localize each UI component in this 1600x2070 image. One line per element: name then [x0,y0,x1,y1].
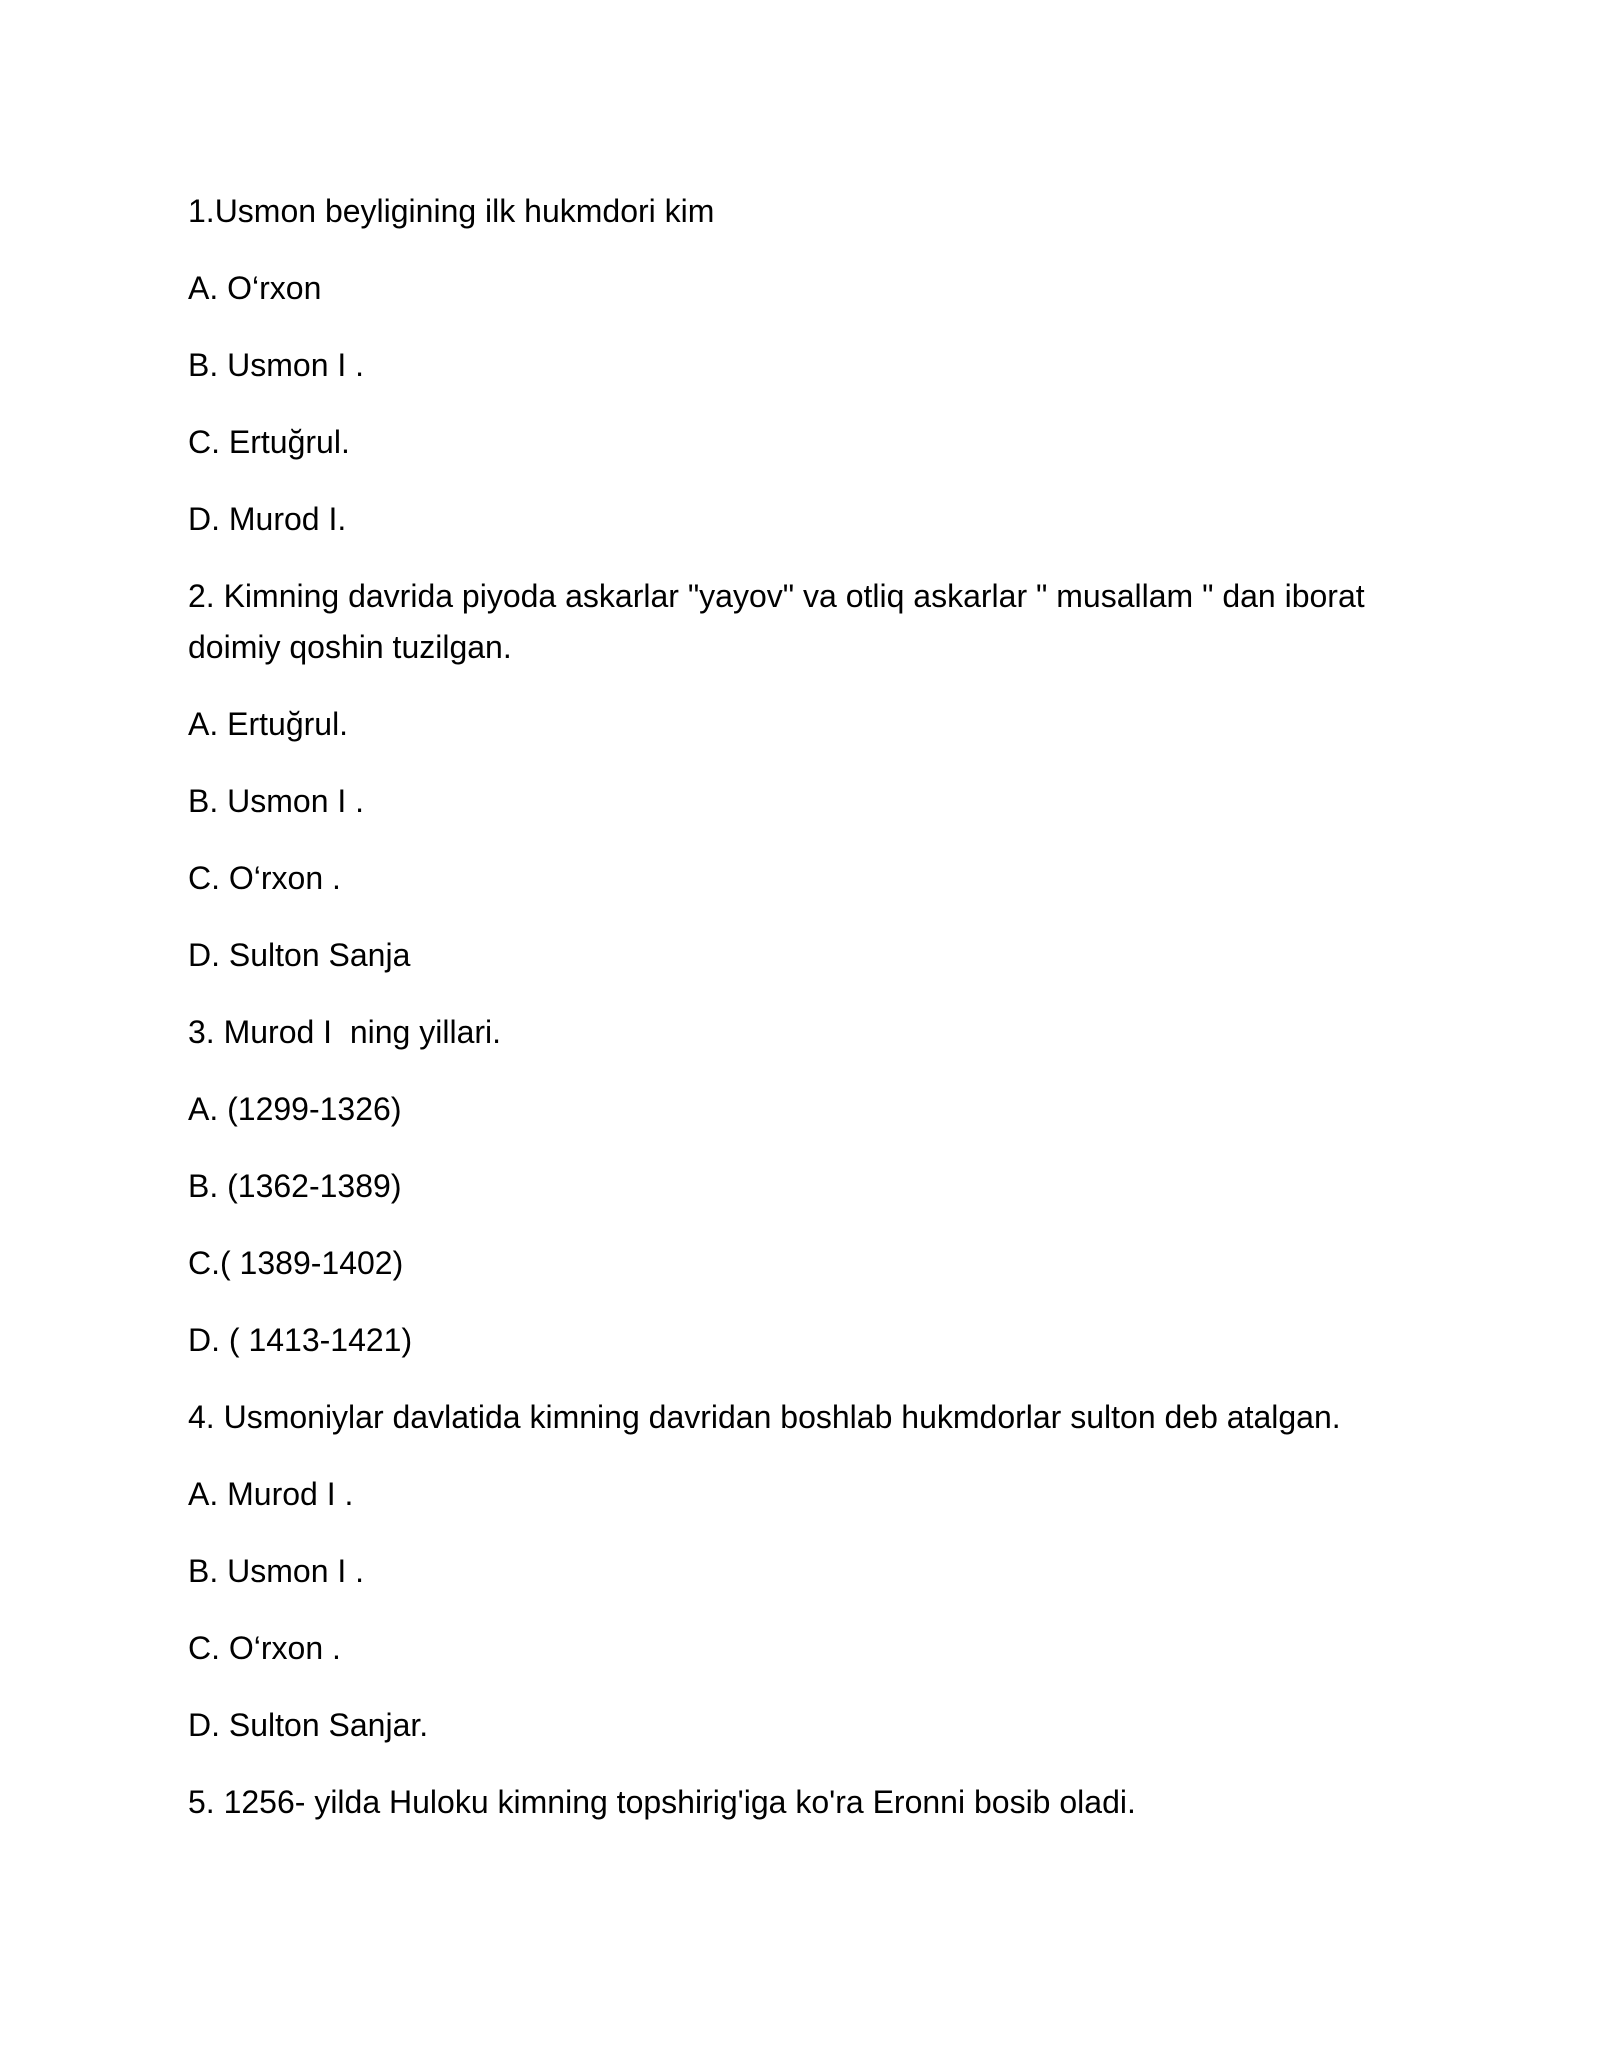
answer-option: C.( 1389-1402) [188,1245,404,1281]
answer-option: D. Murod I. [188,501,347,537]
question-2: 2. Kimning davrida piyoda askarlar "yayov" va otliq askarlar " musallam " dan iborat doimiy qoshin tuzilgan. [188,578,1374,665]
question-3: 3. Murod I ning yillari. [188,1014,502,1050]
answer-option: A. Murod I . [188,1476,354,1512]
answer-option: C. O‘rxon . [188,1630,341,1666]
answer-option: B. (1362-1389) [188,1168,402,1204]
answer-option: C. Ertuğrul. [188,424,350,460]
quiz-content [188,186,1428,1854]
question-1: 1.Usmon beyligining ilk hukmdori kim [188,193,715,229]
answer-option: B. Usmon I . [188,783,365,819]
answer-option: D. Sulton Sanja [188,937,411,973]
question-4: 4. Usmoniylar davlatida kimning davridan boshlab hukmdorlar sulton deb atalgan. [188,1399,1341,1435]
question-5: 5. 1256- yilda Huloku kimning topshirig'iga ko'ra Eronni bosib oladi. [188,1784,1136,1820]
answer-option: A. Ertuğrul. [188,706,349,742]
answer-option: A. O‘rxon [188,270,322,306]
answer-option: D. ( 1413-1421) [188,1322,413,1358]
answer-option: A. (1299-1326) [188,1091,402,1127]
answer-option: C. O‘rxon . [188,860,341,896]
answer-option: B. Usmon I . [188,1553,365,1589]
answer-option: D. Sulton Sanjar. [188,1707,429,1743]
answer-option: B. Usmon I . [188,347,365,383]
